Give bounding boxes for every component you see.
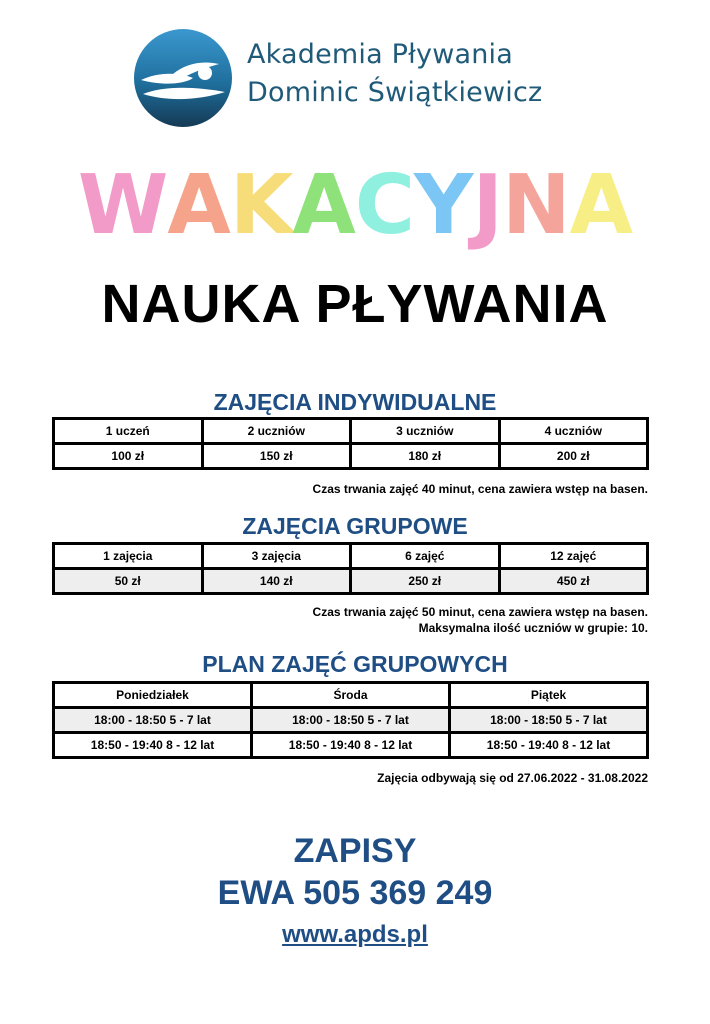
signup-contact: EWA 505 369 249 [217,874,493,912]
brand-line-2: Dominic Świątkiewicz [247,77,543,108]
swimmer-logo-graphic [133,28,233,128]
brand-line-1: Akademia Pływania [247,39,513,70]
table-row [54,419,648,444]
headline-letter: A [292,158,355,253]
individual-header-cell: 1 uczeń [54,419,203,444]
group-price-cell: 450 zł [499,569,648,594]
headline-letter: N [501,158,570,253]
individual-price-cell: 180 zł [351,444,500,469]
schedule-note: Zajęcia odbywają się od 27.06.2022 - 31.08.2022 [377,771,648,785]
group-header-cell: 6 zajęć [351,544,500,569]
schedule-cell: 18:50 - 19:40 8 - 12 lat [252,733,450,758]
headline-letter: A [569,158,633,253]
group-price-cell: 250 zł [351,569,500,594]
table-row [54,708,648,733]
schedule-table [52,681,649,759]
individual-header-cell: 2 uczniów [202,419,351,444]
individual-section-title: ZAJĘCIA INDYWIDUALNE [213,389,497,415]
group-note-duration: Czas trwania zajęć 50 minut, cena zawiera wstęp na basen. [312,605,648,619]
individual-header-cell: 3 uczniów [351,419,500,444]
individual-price-cell: 200 zł [499,444,648,469]
headline-letter: Y [414,158,473,253]
signup-title: ZAPISY [293,832,417,870]
schedule-cell: 18:00 - 18:50 5 - 7 lat [450,708,648,733]
group-section-title: ZAJĘCIA GRUPOWE [242,513,468,539]
schedule-cell: 18:50 - 19:40 8 - 12 lat [54,733,252,758]
group-price-cell: 50 zł [54,569,203,594]
headline-letter: C [354,158,415,253]
table-row [54,683,648,708]
table-row [54,444,648,469]
brand-name [247,36,542,112]
schedule-day-header: Piątek [450,683,648,708]
group-header-cell: 1 zajęcia [54,544,203,569]
table-row [54,569,648,594]
schedule-cell: 18:00 - 18:50 5 - 7 lat [54,708,252,733]
table-row [54,733,648,758]
headline-letter: W [77,158,168,253]
headline-letter: A [167,158,230,253]
group-price-table [52,542,649,595]
individual-price-cell: 150 zł [202,444,351,469]
subheadline: NAUKA PŁYWANIA [101,274,609,334]
group-price-cell: 140 zł [202,569,351,594]
schedule-day-header: Poniedziałek [54,683,252,708]
headline-letter: K [229,158,293,253]
individual-note: Czas trwania zajęć 40 minut, cena zawiera wstęp na basen. [312,482,648,496]
schedule-day-header: Środa [252,683,450,708]
schedule-cell: 18:00 - 18:50 5 - 7 lat [252,708,450,733]
schedule-cell: 18:50 - 19:40 8 - 12 lat [450,733,648,758]
individual-header-cell: 4 uczniów [499,419,648,444]
individual-price-table [52,417,649,470]
table-row [54,544,648,569]
group-header-cell: 3 zajęcia [202,544,351,569]
headline-letter: J [472,158,502,253]
group-note-capacity: Maksymalna ilość uczniów w grupie: 10. [418,621,648,635]
individual-price-cell: 100 zł [54,444,203,469]
website-link[interactable]: www.apds.pl [282,921,428,948]
group-header-cell: 12 zajęć [499,544,648,569]
schedule-section-title: PLAN ZAJĘĆ GRUPOWYCH [202,651,508,677]
headline-wakacyjna [0,158,710,254]
